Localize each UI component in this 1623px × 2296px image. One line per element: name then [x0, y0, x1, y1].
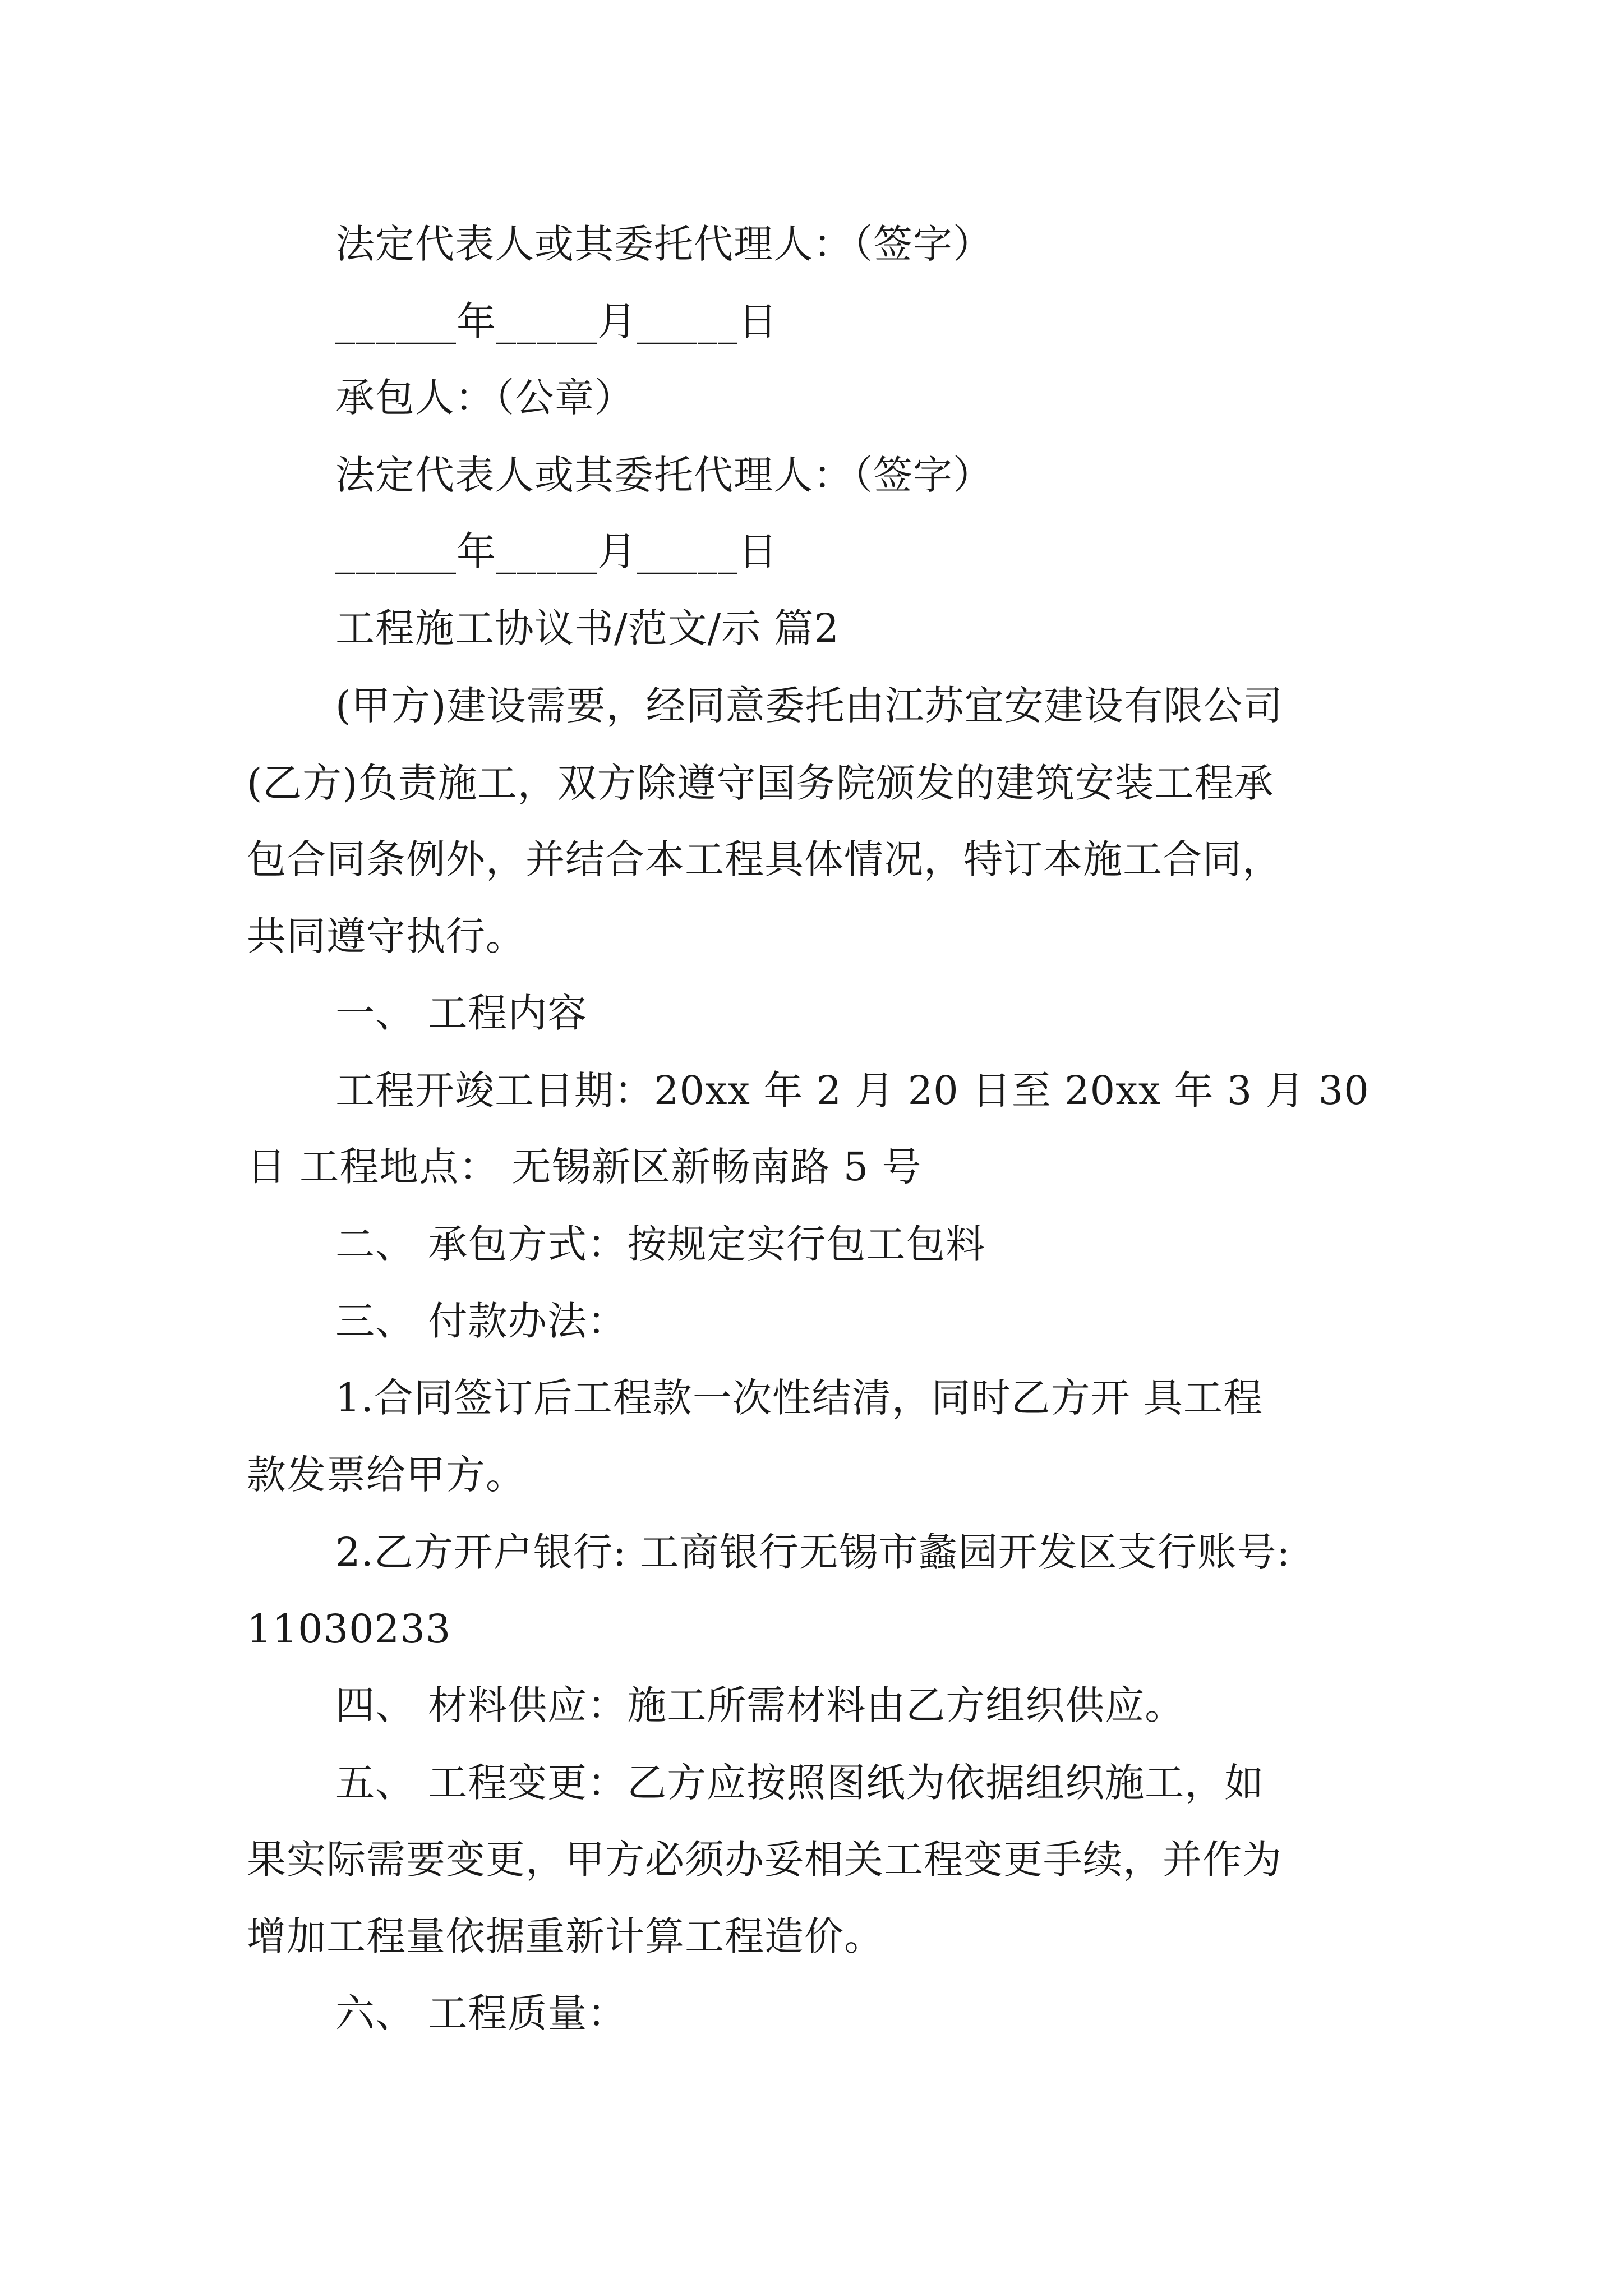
clause-heading: 三、 付款办法：: [335, 1298, 628, 1344]
paragraph-line: 日 工程地点： 无锡新区新畅南路 5 号: [247, 1144, 922, 1190]
paragraph-line: 果实际需要变更，甲方必须办妥相关工程变更手续，并作为: [247, 1837, 1282, 1883]
paragraph-line: 包合同条例外，并结合本工程具体情况，特订本施工合同，: [247, 836, 1282, 882]
contractor-seal-line: 承包人：（公章）: [335, 375, 634, 421]
paragraph-line: 1.合同签订后工程款一次性结清，同时乙方开 具工程: [335, 1375, 1264, 1421]
date-line: ______年_____月_____日: [335, 528, 778, 574]
signature-line-representative: 法定代表人或其委托代理人：（签字）: [335, 221, 993, 267]
paragraph-line: (甲方)建设需要，经同意委托由江苏宜安建设有限公司: [335, 683, 1283, 729]
clause-heading: 六、 工程质量：: [335, 1990, 628, 2036]
paragraph-line: 款发票给甲方。: [247, 1452, 525, 1498]
clause-heading: 五、 工程变更：乙方应按照图纸为依据组织施工，如: [335, 1760, 1265, 1806]
clause-heading: 一、 工程内容: [335, 990, 588, 1036]
paragraph-line: 2.乙方开户银行: 工商银行无锡市蠡园开发区支行账号:: [335, 1529, 1291, 1575]
section-title: 工程施工协议书/范文/示 篇2: [335, 605, 840, 651]
paragraph-line: 增加工程量依据重新计算工程造价。: [247, 1913, 884, 1959]
clause-heading: 四、 材料供应：施工所需材料由乙方组织供应。: [335, 1682, 1185, 1728]
date-line: ______年_____月_____日: [335, 298, 778, 344]
paragraph-line: 共同遵守执行。: [247, 913, 525, 959]
clause-heading: 二、 承包方式：按规定实行包工包料: [335, 1221, 986, 1267]
paragraph-line: 11030233: [247, 1606, 451, 1652]
paragraph-line: (乙方)负责施工，双方除遵守国务院颁发的建筑安装工程承: [247, 760, 1274, 806]
paragraph-line: 工程开竣工日期：20xx 年 2 月 20 日至 20xx 年 3 月 30: [335, 1068, 1370, 1114]
signature-line-representative: 法定代表人或其委托代理人：（签字）: [335, 452, 993, 498]
